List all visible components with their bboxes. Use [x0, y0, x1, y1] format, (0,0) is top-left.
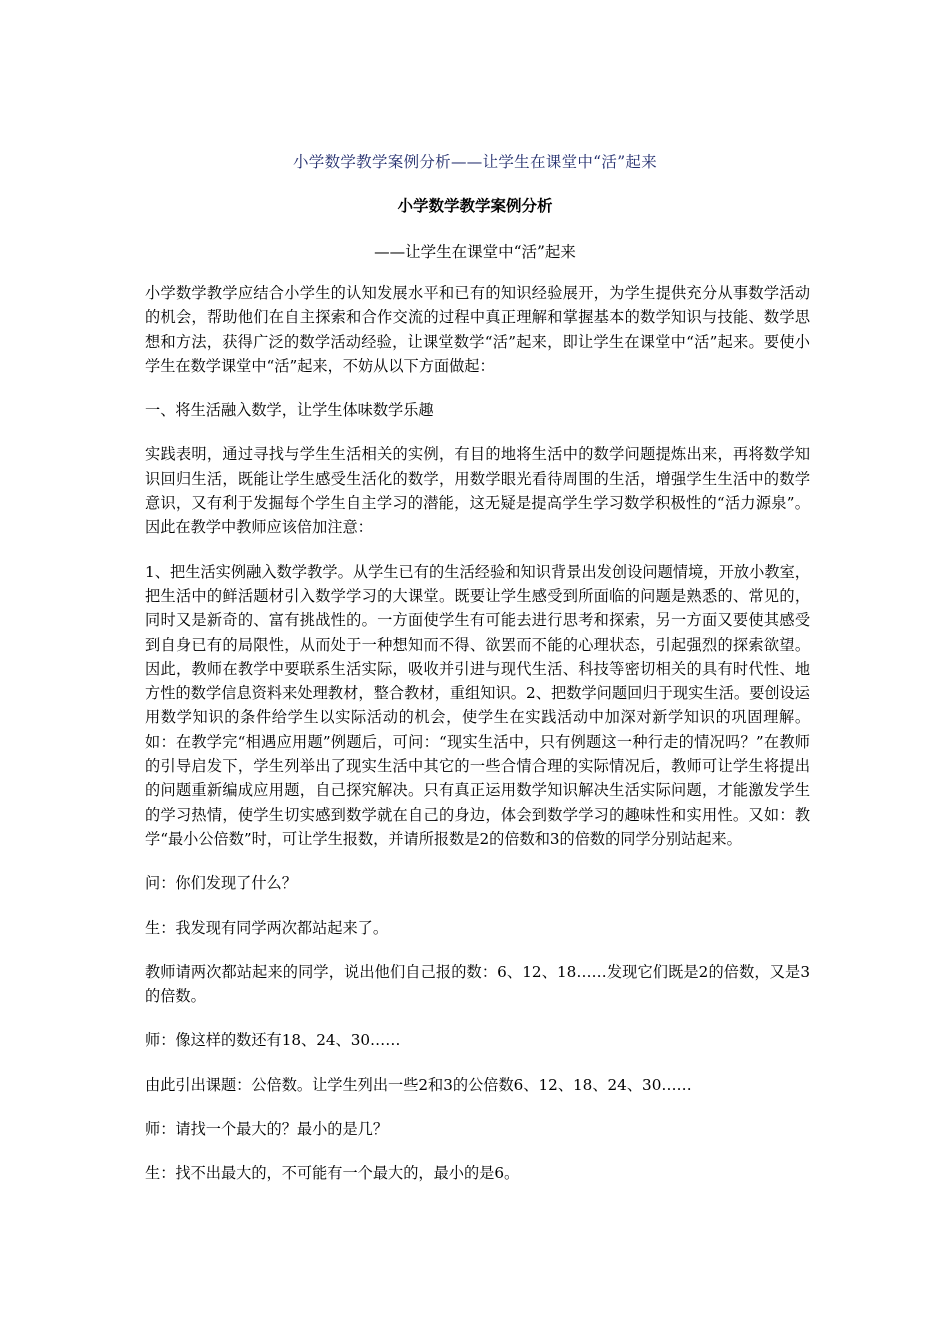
paragraph: 小学数学教学应结合小学生的认知发展水平和已有的知识经验展开，为学生提供充分从事数学活动的机会，帮助他们在自主探索和合作交流的过程中真正理解和掌握基本的数学知识与技能、数学思想和方法，获得广泛的数学活动经验，让课堂数学“活”起来，即让学生在课堂中“活”起来。要使小学生在数学课堂中“活”起来，不妨从以下方面做起：	[145, 284, 810, 375]
dialogue-line: 师：像这样的数还有18、24、30……	[145, 1031, 401, 1050]
dialogue-line: 师：请找一个最大的？最小的是几？	[145, 1120, 388, 1139]
article-heading: 小学数学教学案例分析	[397, 197, 553, 215]
dialogue-line: 生：我发现有同学两次都站起来了。	[145, 918, 388, 937]
paragraph: 实践表明，通过寻找与学生生活相关的实例，有目的地将生活中的数学问题提炼出来，再将数学知识回归生活，既能让学生感受生活化的数学，用数学眼光看待周围的生活，增强学生生活中的数学意识，又有利于发掘每个学生自主学习的潜能，这无疑是提高学生学习数学积极性的“活力源泉”。因此在教学中教师应该倍加注意：	[145, 445, 810, 537]
article-body	[145, 281, 810, 1206]
document-title: 小学数学教学案例分析——让学生在课堂中“活”起来	[292, 153, 658, 171]
dialogue-line: 生：找不出最大的，不可能有一个最大的，最小的是6。	[145, 1164, 520, 1183]
paragraph: 1、把生活实例融入数学教学。从学生已有的生活经验和知识背景出发创设问题情境，开放小教室，把生活中的鲜活题材引入数学学习的大课堂。既要让学生感受到所面临的问题是熟悉的、常见的，同时又是新奇的、富有挑战性的。一方面使学生有可能去进行思考和探索，另一方面又要使其感受到自身已有的局限性，从而处于一种想知而不得、欲罢而不能的心理状态，引起强烈的探索欲望。因此，教师在教学中要联系生活实际，吸收并引进与现代生活、科技等密切相关的具有时代性、地方性的数学信息资料来处理教材，整合教材，重组知识。2、把数学问题回归于现实生活。要创设运用数学知识的条件给学生以实际活动的机会，使学生在实践活动中加深对新学知识的巩固理解。如：在教学完“相遇应用题”例题后，可问：“现实生活中，只有例题这一种行走的情况吗？”在教师的引导启发下，学生列举出了现实生活中其它的一些合情合理的实际情况后，教师可让学生将提出的问题重新编成应用题，自己探究解决。只有真正运用数学知识解决生活实际问题，才能激发学生的学习热情，使学生切实感到数学就在自己的身边，体会到数学学习的趣味性和实用性。又如：教学“最小公倍数”时，可让学生报数，并请所报数是2的倍数和3的倍数的同学分别站起来。	[145, 562, 810, 848]
dialogue-line: 问：你们发现了什么？	[145, 874, 297, 893]
section-heading: 一、将生活融入数学，让学生体味数学乐趣	[145, 401, 434, 420]
paragraph: 由此引出课题：公倍数。让学生列出一些2和3的公倍数6、12、18、24、30……	[145, 1075, 692, 1094]
paragraph: 教师请两次都站起来的同学，说出他们自己报的数：6、12、18……发现它们既是2的倍数，又是3的倍数。	[145, 962, 810, 1006]
article-subheading: ——让学生在课堂中“活”起来	[374, 243, 576, 261]
